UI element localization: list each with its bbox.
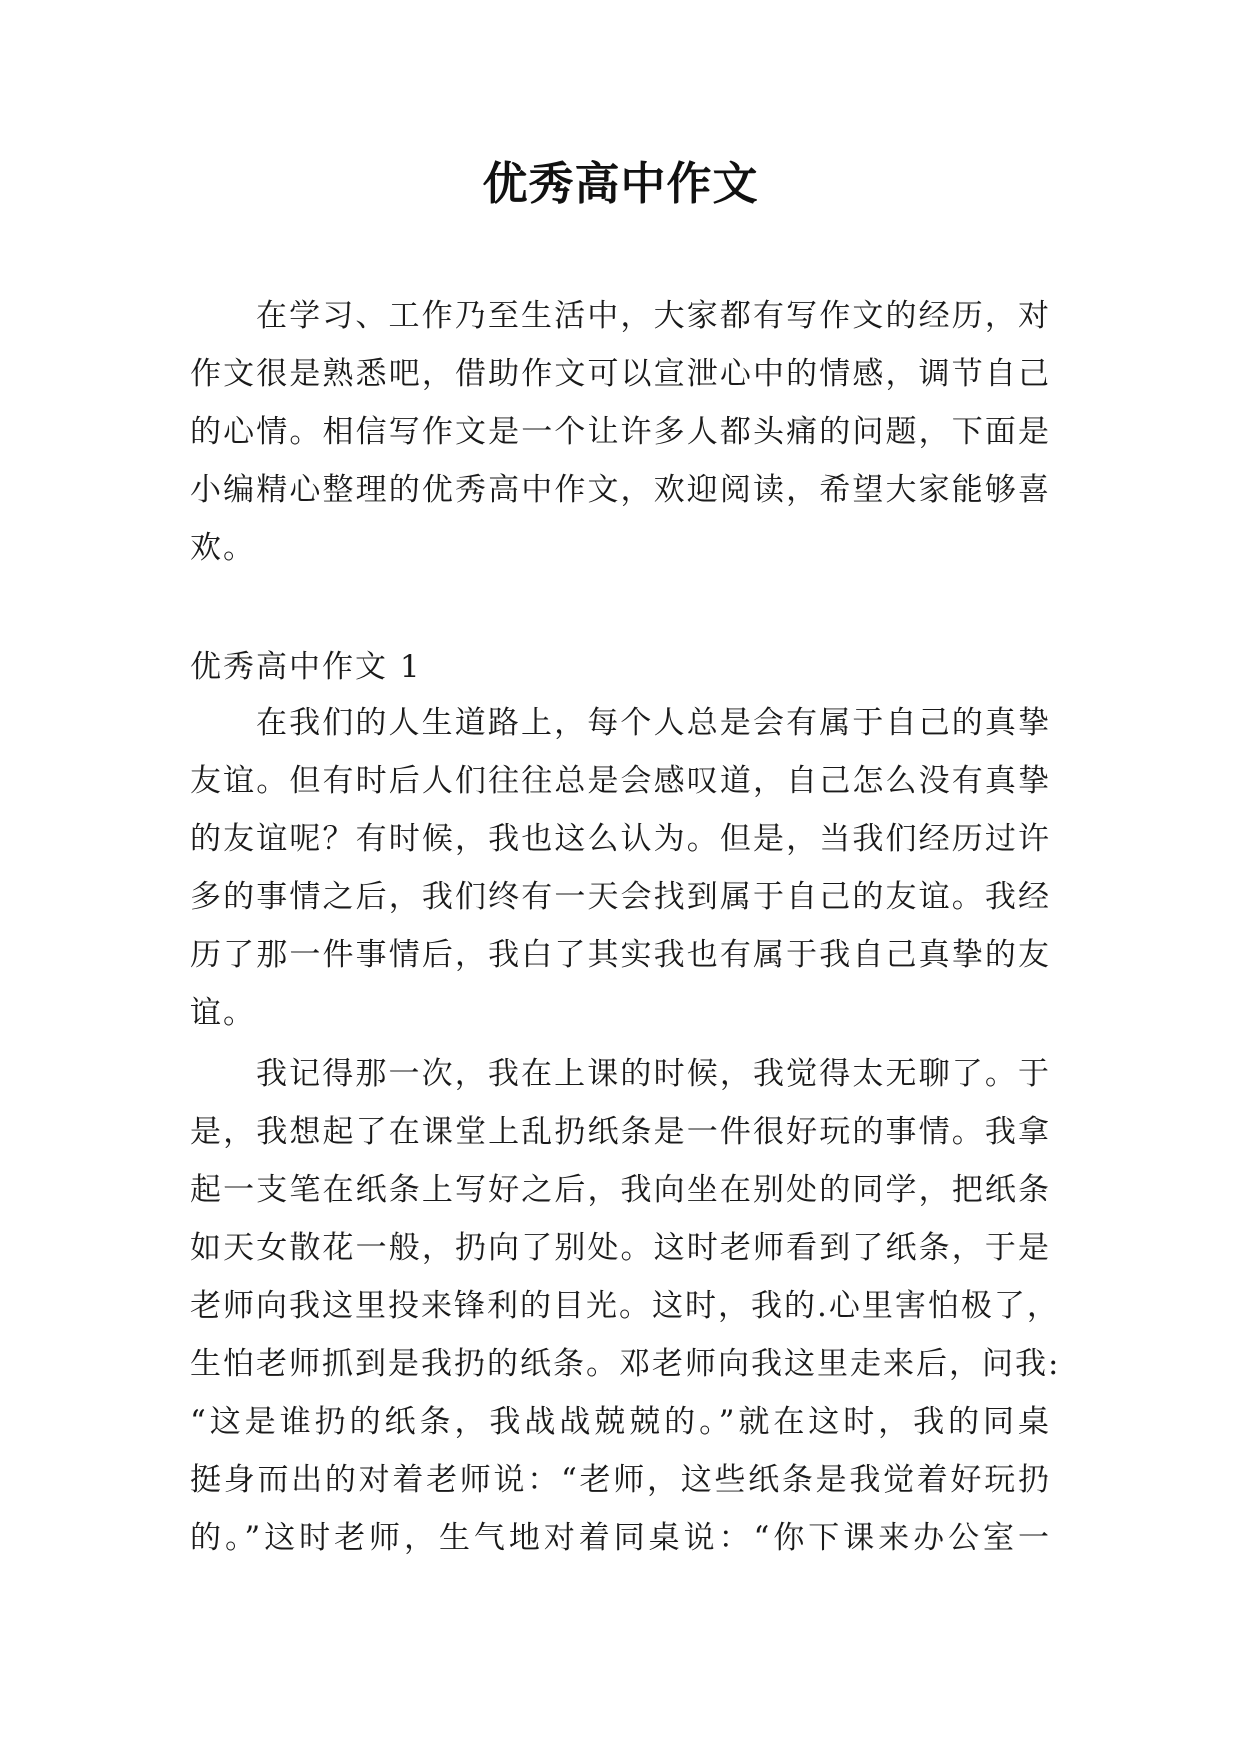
paragraph-line: 的。”这时老师，生气地对着同桌说：“你下课来办公室一: [190, 1520, 1051, 1556]
paragraph-line: 是，我想起了在课堂上乱扔纸条是一件很好玩的事情。我拿: [190, 1114, 1051, 1150]
body-paragraph: [190, 1045, 1061, 1567]
paragraph-line: 友谊。但有时后人们往往总是会感叹道，自己怎么没有真挚: [190, 763, 1051, 799]
body-paragraph: [190, 694, 1051, 1042]
paragraph-line: 老师向我这里投来锋利的目光。这时，我的.心里害怕极了，: [190, 1288, 1060, 1324]
paragraph-line: 在我们的人生道路上，每个人总是会有属于自己的真挚: [256, 705, 1051, 741]
paragraph-line: 生怕老师抓到是我扔的纸条。邓老师向我这里走来后，问我:: [190, 1346, 1061, 1382]
paragraph-line: 多的事情之后，我们终有一天会找到属于自己的友谊。我经: [190, 879, 1051, 915]
intro-paragraph: [190, 287, 1051, 577]
paragraph-line: 我记得那一次，我在上课的时候，我觉得太无聊了。于: [256, 1056, 1051, 1092]
paragraph-line: 的心情。相信写作文是一个让许多人都头痛的问题，下面是: [190, 414, 1051, 450]
paragraph-line: 起一支笔在纸条上写好之后，我向坐在别处的同学，把纸条: [190, 1172, 1051, 1208]
paragraph-line: 小编精心整理的优秀高中作文，欢迎阅读，希望大家能够喜: [190, 472, 1051, 508]
paragraph-line: 如天女散花一般，扔向了别处。这时老师看到了纸条，于是: [190, 1230, 1051, 1266]
paragraph-line: 的友谊呢？有时候，我也这么认为。但是，当我们经历过许: [190, 821, 1051, 857]
paragraph-line: 欢。: [190, 530, 256, 566]
section-heading: 优秀高中作文 1: [190, 649, 422, 685]
document-title: 优秀高中作文: [482, 157, 759, 210]
paragraph-line: 历了那一件事情后，我白了其实我也有属于我自己真挚的友: [190, 937, 1051, 973]
paragraph-line: 谊。: [190, 995, 256, 1031]
paragraph-line: 挺身而出的对着老师说：“老师，这些纸条是我觉着好玩扔: [190, 1462, 1051, 1498]
paragraph-line: 作文很是熟悉吧，借助作文可以宣泄心中的情感，调节自己: [190, 356, 1051, 392]
paragraph-line: 在学习、工作乃至生活中，大家都有写作文的经历，对: [256, 298, 1051, 334]
paragraph-line: “这是谁扔的纸条，我战战兢兢的。”就在这时，我的同桌: [190, 1404, 1051, 1440]
